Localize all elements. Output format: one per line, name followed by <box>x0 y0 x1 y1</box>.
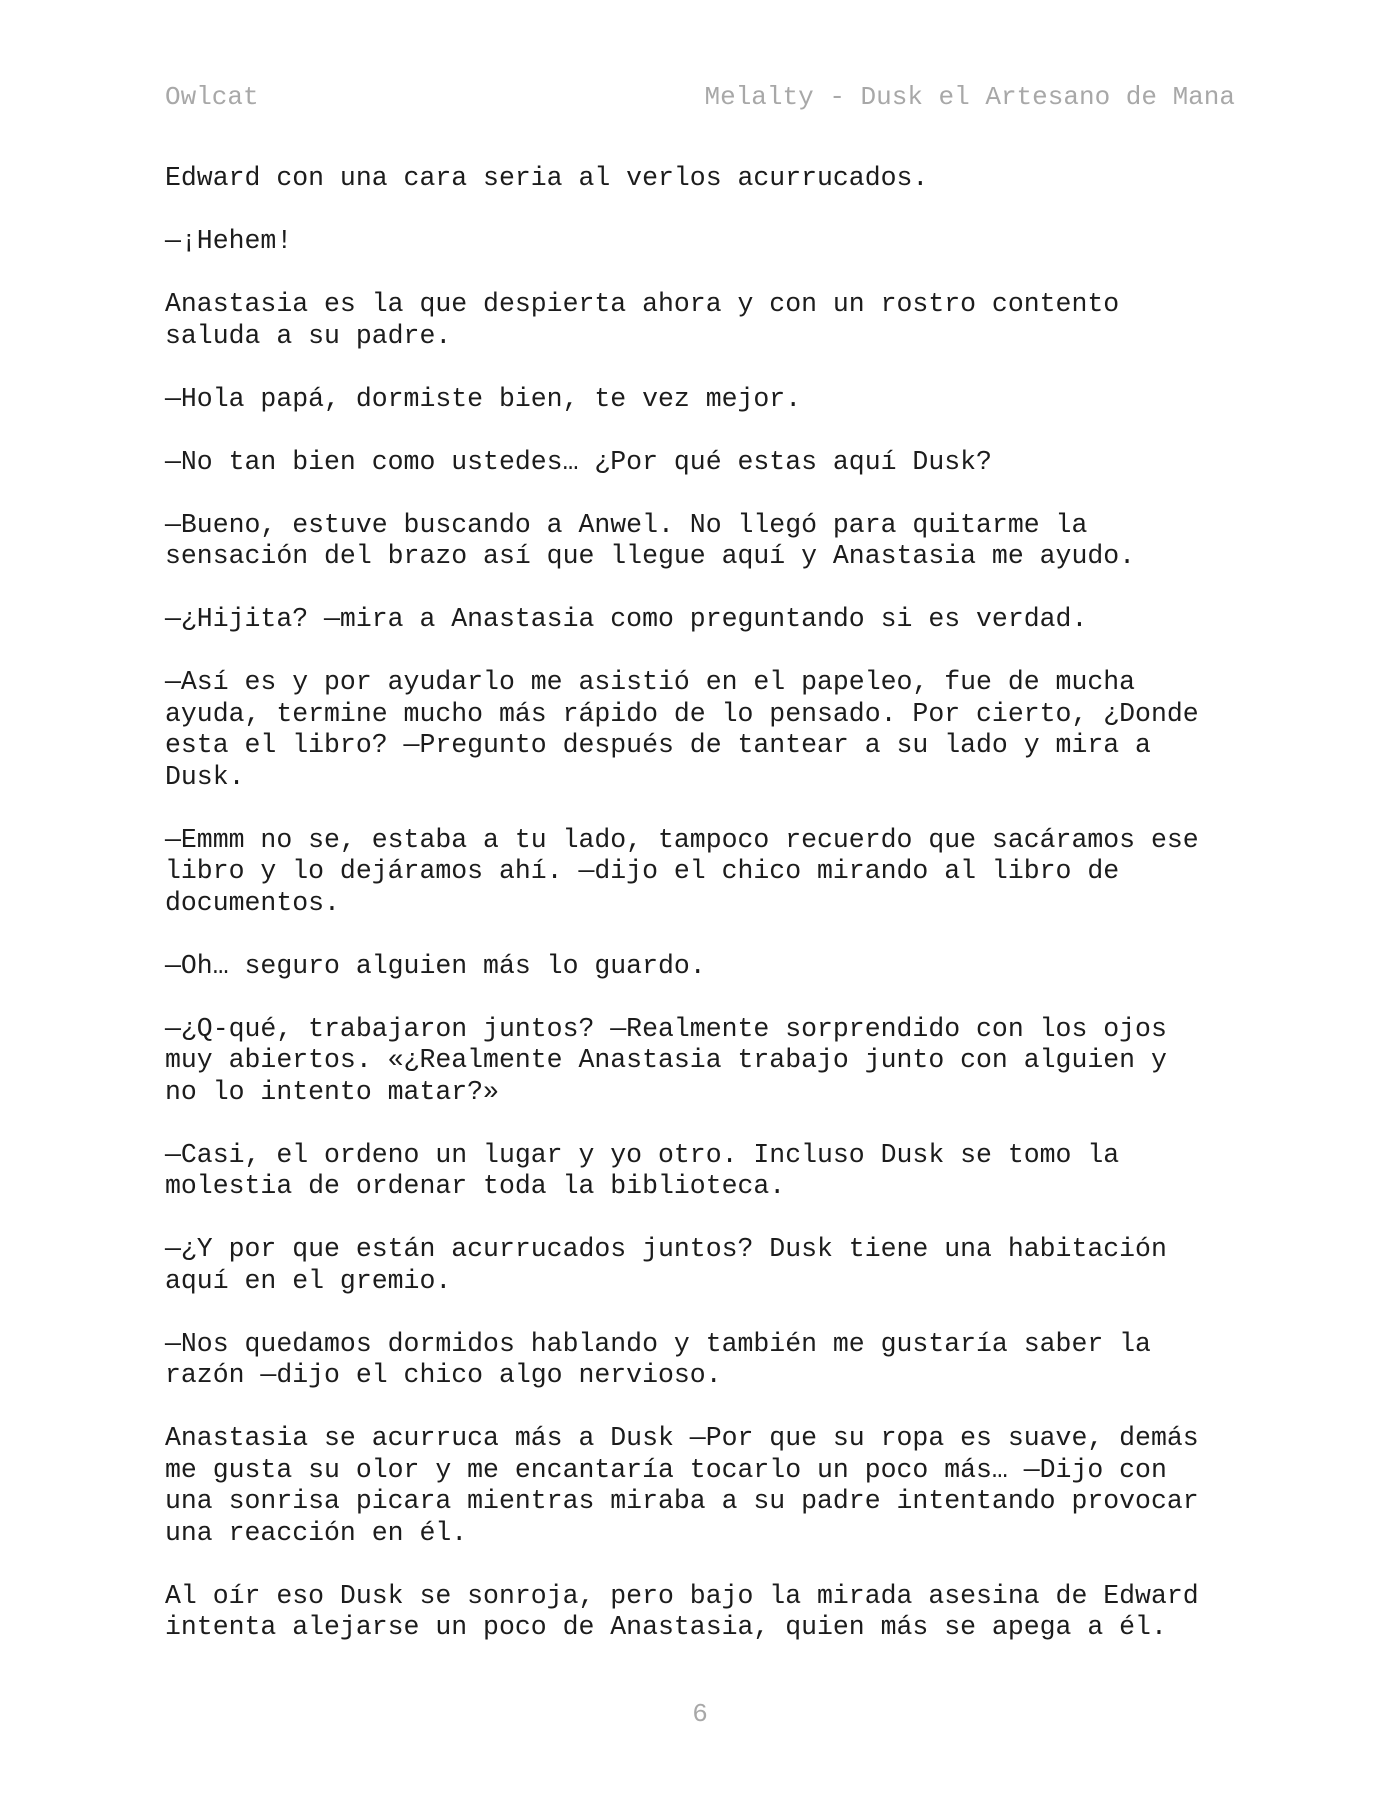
running-header <box>165 80 1235 114</box>
header-author: Owlcat <box>165 82 259 112</box>
paragraph: Anastasia es la que despierta ahora y con un rostro contento saluda a su padre. <box>165 289 1120 351</box>
paragraph: Edward con una cara seria al verlos acurrucados. <box>165 163 929 193</box>
paragraph: —¡Hehem! <box>165 226 293 256</box>
paragraph: Al oír eso Dusk se sonroja, pero bajo la mirada asesina de Edward intenta alejarse un poco de Anastasia, quien más se apega a él. <box>165 1580 1199 1642</box>
paragraph: —Hola papá, dormiste bien, te vez mejor. <box>165 383 802 414</box>
paragraph: —Casi, el ordeno un lugar y yo otro. Incluso Dusk se tomo la molestia de ordenar toda la biblioteca. <box>165 1139 1120 1201</box>
paragraph: —¿Hijita? —mira a Anastasia como preguntando si es verdad. <box>165 604 1088 634</box>
paragraph: —Nos quedamos dormidos hablando y también me gustaría saber la razón —dijo el chico algo nervioso. <box>165 1328 1151 1390</box>
header-title: Melalty - Dusk el Artesano de Mana <box>704 82 1235 112</box>
paragraph: —Así es y por ayudarlo me asistió en el papeleo, fue de mucha ayuda, termine mucho más rápido de lo pensado. Por cierto, ¿Donde esta el libro? —Pregunto después de tantear a su lado y mira a Dusk. <box>165 667 1199 792</box>
paragraph: —Bueno, estuve buscando a Anwel. No llegó para quitarme la sensación del brazo así que llegue aquí y Anastasia me ayudo. <box>165 509 1136 571</box>
paragraph: —Oh… seguro alguien más lo guardo. <box>165 950 706 981</box>
body-text <box>165 163 1245 1675</box>
paragraph: —¿Y por que están acurrucados juntos? Dusk tiene una habitación aquí en el gremio. <box>165 1234 1167 1296</box>
page-number: 6 <box>692 1699 708 1729</box>
paragraph: —No tan bien como ustedes… ¿Por qué estas aquí Dusk? <box>165 446 992 477</box>
paragraph: —¿Q-qué, trabajaron juntos? —Realmente sorprendido con los ojos muy abiertos. «¿Realmente Anastasia trabajo junto con alguien y no lo intento matar?» <box>165 1013 1167 1107</box>
paragraph: Anastasia se acurruca más a Dusk —Por que su ropa es suave, demás me gusta su olor y me encantaría tocarlo un poco más… —Dijo con una sonrisa picara mientras miraba a su padre intentando provocar una reacción en él. <box>165 1423 1199 1548</box>
paragraph: —Emmm no se, estaba a tu lado, tampoco recuerdo que sacáramos ese libro y lo dejáramos ahí. —dijo el chico mirando al libro de documentos. <box>165 824 1199 918</box>
